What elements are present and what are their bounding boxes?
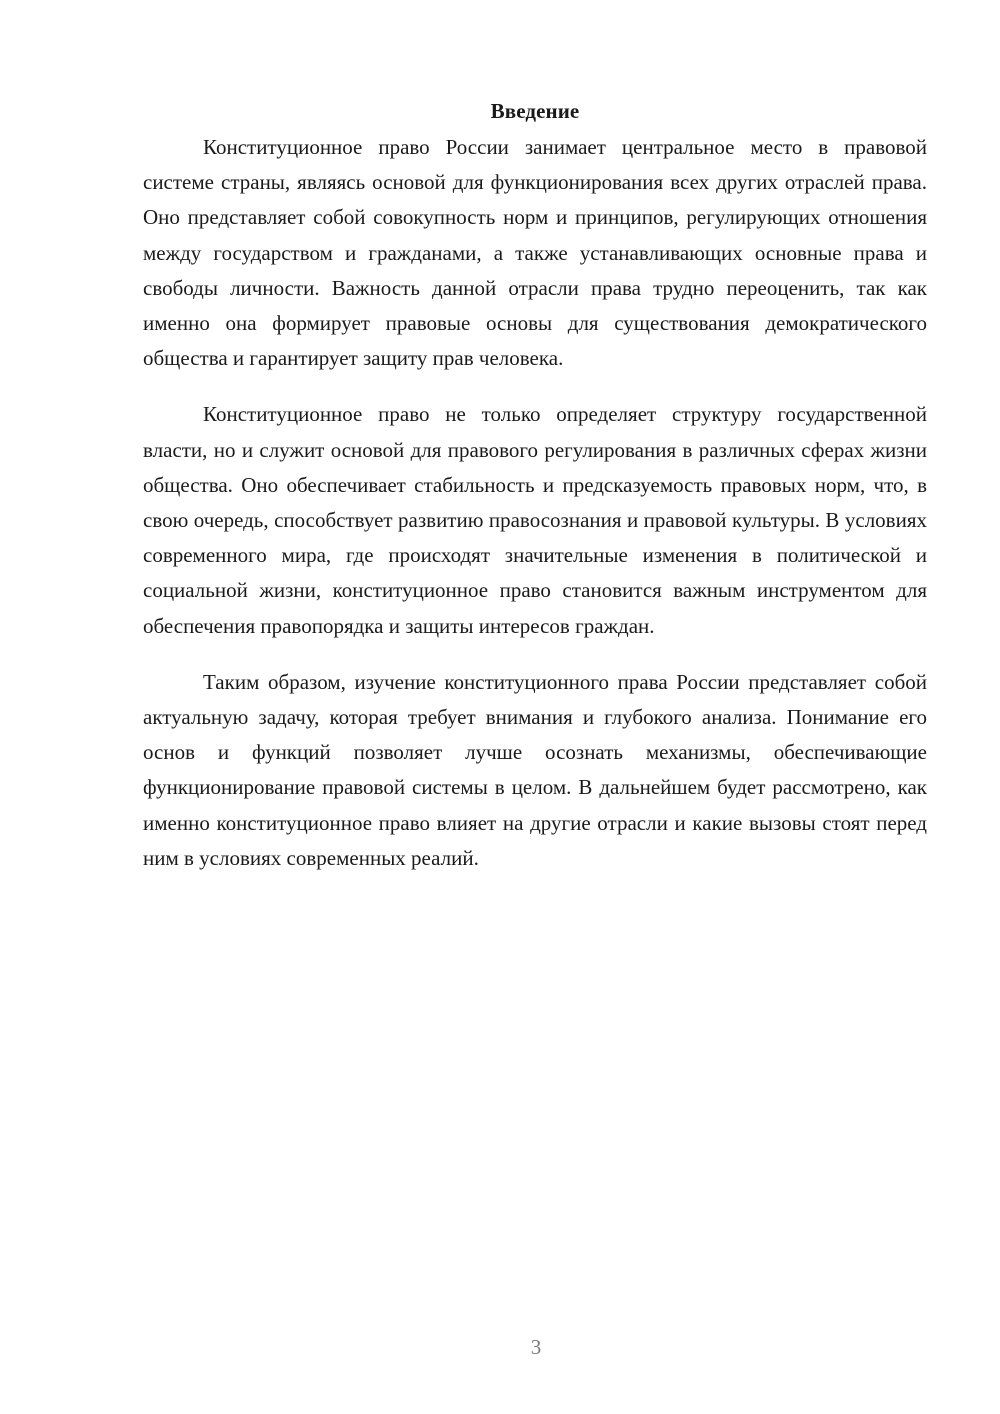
paragraph-conclusion: Таким образом, изучение конституционного права России представляет собой актуальную задачу, которая требует внимания и глубокого анализа. Понимание его основ и функций позволяет лучше осознать механизмы, обеспечивающие функционирование правовой системы в целом. В дальнейшем будет рассмотрено, как именно конституционное право влияет на другие отрасли и какие вызовы стоят перед ним в условиях современных реалий. (143, 669, 927, 870)
page-content (143, 96, 927, 876)
paragraph-role: Конституционное право не только определяет структуру государственной власти, но и служит основой для правового регулирования в различных сферах жизни общества. Оно обеспечивает стабильность и предсказуемость правовых норм, что, в свою очередь, способствует развитию правосознания и правовой культуры. В условиях современного мира, где происходят значительные изменения в политической и социальной жизни, конституционное право становится важным инструментом для обеспечения правопорядка и защиты интересов граждан. (143, 402, 927, 638)
page-number: 3 (530, 1335, 542, 1359)
paragraph-intro: Конституционное право России занимает центральное место в правовой системе страны, являясь основой для функционирования всех других отраслей права. Оно представляет собой совокупность норм и принципов, регулирующих отношения между государством и гражданами, а также устанавливающих основные права и свободы личности. Важность данной отрасли права трудно переоценить, так как именно она формирует правовые основы для существования демократического общества и гарантирует защиту прав человека. (143, 135, 927, 371)
section-heading: Введение (490, 99, 580, 123)
